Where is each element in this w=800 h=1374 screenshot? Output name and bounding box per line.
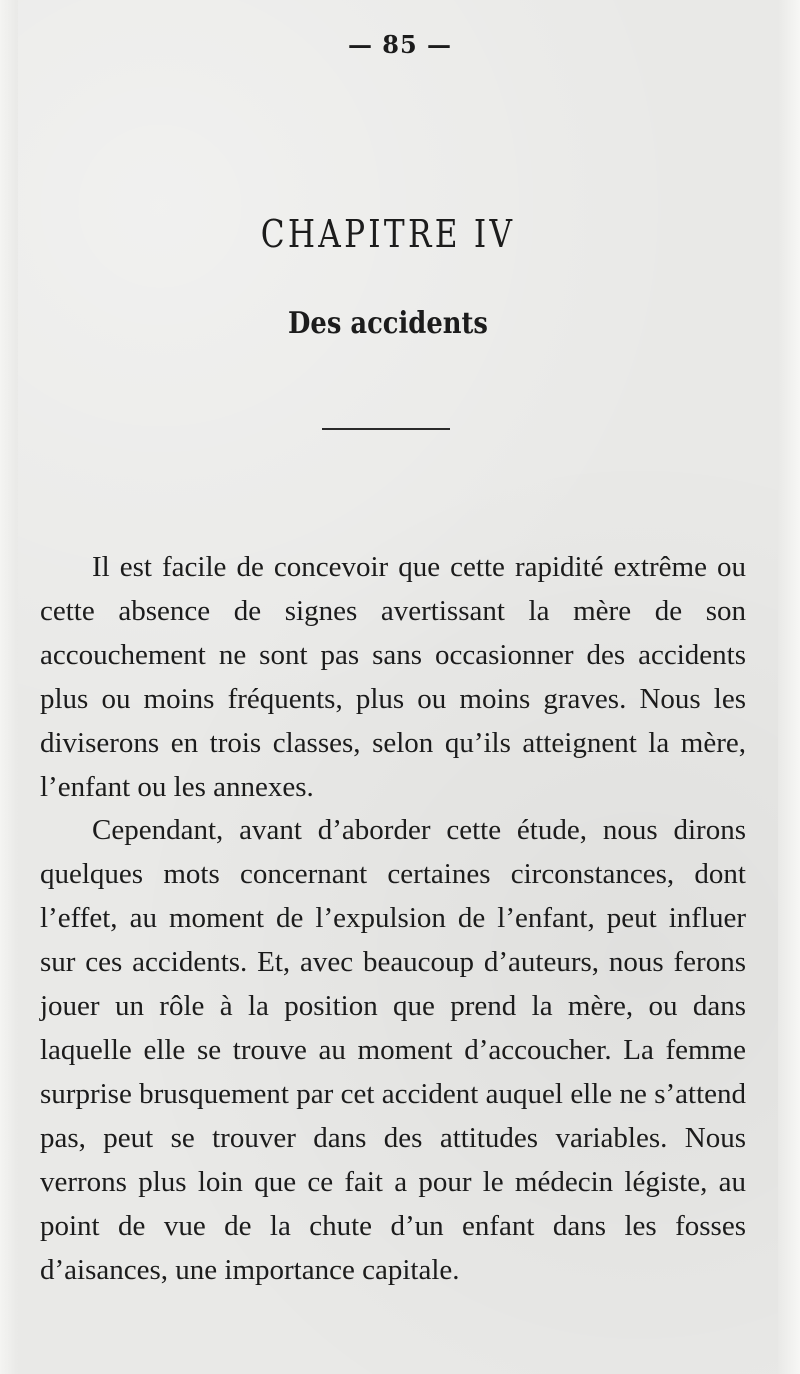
- paragraph-2: Cependant, avant d’aborder cette étude, nous dirons quelques mots concernant certaines circonstances, dont l’effet, au moment de l’expulsion de l’enfant, peut influer sur ces accidents. Et, avec beaucoup d’auteurs, nous ferons jouer un rôle à la position que prend la mère, ou dans laquelle elle se trouve au moment d’accoucher. La femme surprise brusquement par cet accident auquel elle ne s’attend pas, peut se trouver dans des attitudes variables. Nous verrons plus loin que ce fait a pour le médecin légiste, au point de vue de la chute d’un enfant dans les fosses d’aisances, une importance capitale.: [40, 814, 746, 1286]
- paragraph-1: Il est facile de concevoir que cette rapidité extrême ou cette absence de signes avertissant la mère de son accouchement ne sont pas sans occasionner des accidents plus ou moins fréquents, plus ou moins graves. Nous les diviserons en trois classes, selon qu’ils atteignent la mère, l’enfant ou les annexes.: [40, 551, 746, 803]
- page-number: — 85 —: [347, 30, 453, 59]
- section-title: Des accidents: [288, 306, 488, 341]
- title-separator-rule: [322, 428, 450, 430]
- chapter-title: CHAPITRE IV: [260, 212, 516, 256]
- page-left-edge: [0, 0, 18, 1374]
- page-right-edge: [778, 0, 800, 1374]
- body-text: [40, 546, 746, 1292]
